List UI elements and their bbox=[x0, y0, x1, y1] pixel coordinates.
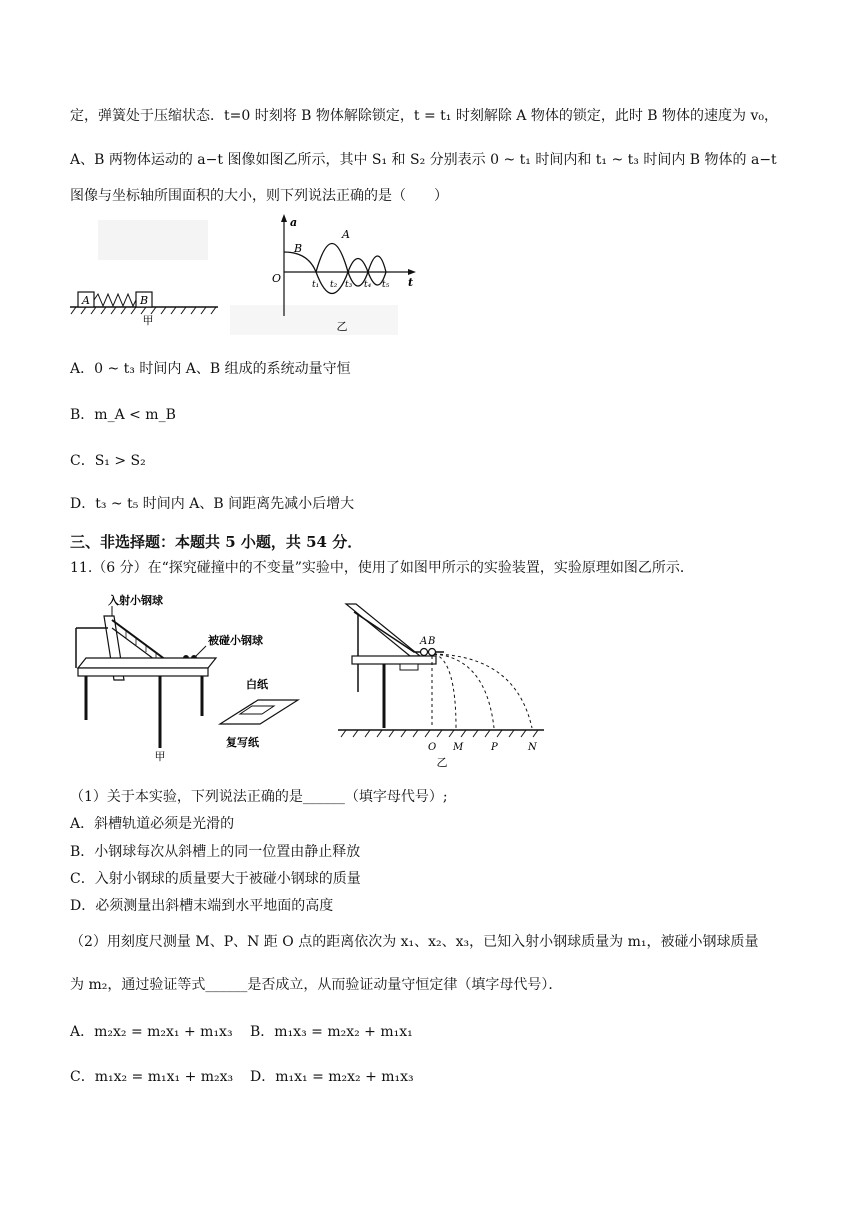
q11-part1-option-b: B．小钢球每次从斜槽上的同一位置由静止释放 bbox=[70, 844, 361, 860]
point-p-label: P bbox=[491, 742, 498, 753]
ball-a bbox=[421, 649, 428, 656]
table-top bbox=[78, 658, 216, 668]
origin-label: O bbox=[272, 272, 282, 285]
carbon-paper-label: 复写纸 bbox=[226, 736, 259, 749]
tick-t5: t₅ bbox=[382, 280, 390, 290]
q11-part2-option-c: C．m₁x₂ = m₁x₁ + m₂x₃ bbox=[70, 1069, 234, 1085]
q11-part2-line-2: 为 m₂，通过验证等式______是否成立，从而验证动量守恒定律（填字母代号）． bbox=[70, 977, 563, 993]
t-axis-arrow bbox=[408, 269, 416, 275]
q11-part2-line-1: （2）用刻度尺测量 M、P、N 距 O 点的距离依次为 x₁、x₂、x₃，已知入射小钢球质量为 m₁，被碰小钢球质量 bbox=[70, 934, 759, 950]
ball-a-label: A bbox=[420, 636, 428, 647]
q11-part1-option-a: A．斜槽轨道必须是光滑的 bbox=[70, 816, 235, 832]
acceleration-time-graph bbox=[228, 210, 414, 338]
white-paper-label: 白纸 bbox=[246, 678, 268, 691]
t-axis-label: t bbox=[408, 276, 414, 289]
q11-part1-question: （1）关于本实验，下列说法正确的是______（填字母代号）; bbox=[70, 789, 448, 805]
block-a-label: A bbox=[82, 294, 90, 307]
q11-stem: 11.（6 分）在“探究碰撞中的不变量”实验中，使用了如图甲所示的实验装置，实验原理如图乙所示． bbox=[70, 560, 694, 576]
apparatus-figure bbox=[68, 588, 318, 763]
faded-background bbox=[98, 220, 208, 260]
a-axis-label: a bbox=[290, 216, 298, 229]
q10-text-line-1: 定，弹簧处于压缩状态．t=0 时刻将 B 物体解除锁定，t = t₁ 时刻解除 A 物体的锁定，此时 B 物体的速度为 v₀， bbox=[70, 108, 779, 124]
ground-hatching bbox=[341, 730, 538, 737]
spring bbox=[94, 294, 136, 306]
q10-option-d: D．t₃ ~ t₅ 时间内 A、B 间距离先减小后增大 bbox=[70, 496, 355, 512]
q11-part1-option-d: D．必须测量出斜槽末端到水平地面的高度 bbox=[70, 898, 334, 914]
spring-blocks-figure bbox=[68, 210, 228, 328]
block-b-label: B bbox=[139, 294, 149, 307]
q10-option-b: B．m_A < m_B bbox=[70, 407, 176, 423]
curve-a-label: A bbox=[342, 228, 350, 241]
point-o-label: O bbox=[428, 742, 437, 753]
point-n-label: N bbox=[528, 742, 537, 753]
target-ball-label: 被碰小钢球 bbox=[208, 634, 263, 647]
trajectory-n bbox=[434, 654, 532, 728]
point-m-label: M bbox=[453, 742, 464, 753]
figure-caption-jia: 甲 bbox=[154, 750, 166, 763]
trajectory-figure bbox=[336, 600, 546, 775]
trajectory-p bbox=[434, 654, 494, 728]
table-top bbox=[352, 656, 436, 664]
tick-t2: t₂ bbox=[330, 280, 338, 290]
tick-t1: t₁ bbox=[312, 280, 320, 290]
q10-text-line-2: A、B 两物体运动的 a−t 图像如图乙所示，其中 S₁ 和 S₂ 分别表示 0 ~ t₁ 时间内和 t₁ ~ t₃ 时间内 B 物体的 a−t bbox=[70, 152, 777, 168]
a-axis-arrow bbox=[281, 214, 287, 222]
faded-background bbox=[230, 305, 398, 335]
tick-t3: t₃ bbox=[345, 280, 353, 290]
curve-b-label: B bbox=[294, 242, 303, 255]
figure-caption-yi: 乙 bbox=[336, 320, 348, 333]
figure-caption-jia: 甲 bbox=[142, 314, 154, 327]
section-three-heading: 三、非选择题：本题共 5 小题，共 54 分． bbox=[70, 533, 363, 551]
q11-part1-option-c: C．入射小钢球的质量要大于被碰小钢球的质量 bbox=[70, 871, 361, 887]
ball-b-label: B bbox=[428, 636, 436, 647]
figure-caption-yi: 乙 bbox=[436, 756, 448, 769]
q10-option-c: C．S₁ > S₂ bbox=[70, 453, 146, 469]
tick-t4: t₄ bbox=[364, 280, 372, 290]
q11-part2-option-a: A．m₂x₂ = m₂x₁ + m₁x₃ bbox=[70, 1024, 233, 1040]
q11-part2-option-d: D．m₁x₁ = m₂x₂ + m₁x₃ bbox=[250, 1069, 414, 1085]
ground-hatching bbox=[71, 307, 216, 314]
q10-text-line-3: 图像与坐标轴所围面积的大小，则下列说法正确的是（ ） bbox=[70, 188, 448, 204]
incident-ball-label: 入射小钢球 bbox=[108, 594, 163, 607]
trajectory-m bbox=[434, 654, 456, 728]
q10-option-a: A．0 ~ t₃ 时间内 A、B 组成的系统动量守恒 bbox=[70, 361, 351, 377]
q11-part2-option-b: B．m₁x₃ = m₂x₂ + m₁x₁ bbox=[250, 1024, 413, 1040]
